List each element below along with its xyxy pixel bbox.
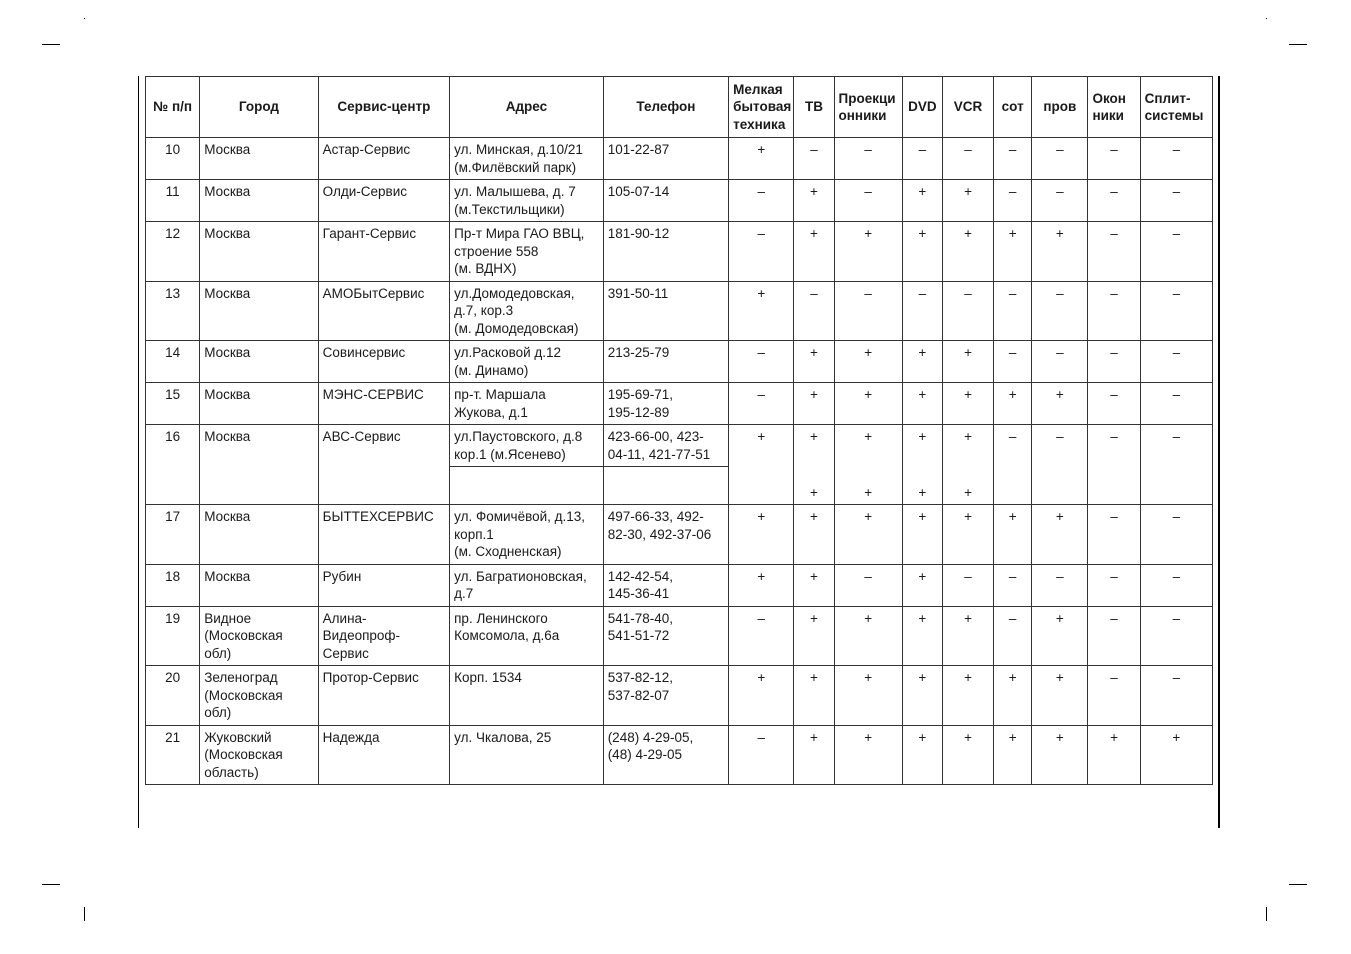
mark-window-ac: –	[1088, 138, 1140, 180]
header-tv: ТВ	[794, 77, 834, 138]
header-row	[146, 77, 1213, 138]
address-line: (м. ВДНХ)	[454, 261, 517, 276]
service-center-cell	[318, 505, 449, 565]
mark-projectors: –	[834, 180, 902, 222]
mark-tv: +	[794, 180, 834, 222]
address-line: (м.Текстильщики)	[454, 201, 565, 217]
phone-line: 391-50-11	[607, 285, 669, 301]
mark-wired: –	[1032, 281, 1088, 341]
service-center-cell	[318, 180, 449, 222]
mark-tv: +	[794, 564, 834, 606]
center-line: АМОБытСервис	[322, 285, 425, 301]
mark-split-systems: –	[1140, 564, 1212, 606]
city-line: Москва	[204, 429, 251, 444]
header-wired: пров	[1032, 77, 1088, 138]
header-small-appliances: Мелкая бытовая техника	[729, 77, 794, 138]
mark-small-appliances: –	[729, 606, 794, 666]
mark-cellular: –	[994, 281, 1032, 341]
city-line: Москва	[204, 345, 251, 360]
mark-split-systems: –	[1140, 281, 1212, 341]
address-line: ул. Минская, д.10/21	[454, 142, 583, 157]
mark-dvd: +	[902, 222, 942, 282]
mark-dvd: +	[902, 505, 942, 565]
phone-line: (48) 4-29-05	[607, 747, 682, 762]
header-split-systems: Сплит- системы	[1140, 77, 1212, 138]
phone-cell-empty	[603, 467, 728, 505]
table-row	[146, 138, 1213, 180]
phone-line: 145-36-41	[607, 586, 670, 601]
city-line: Жуковский	[204, 729, 272, 745]
mark-small-appliances: +	[729, 281, 794, 341]
mark-dvd: +	[902, 725, 942, 785]
center-line: Гарант-Сервис	[322, 226, 417, 241]
crop-mark	[42, 44, 60, 45]
mark-cellular: –	[994, 564, 1032, 606]
center-line: Совинсервис	[322, 345, 406, 360]
mark-wired: –	[1032, 341, 1088, 383]
mark-tv: +	[794, 222, 834, 282]
mark-vcr: –	[942, 564, 993, 606]
city-line: Москва	[204, 226, 251, 241]
service-center-cell	[318, 666, 449, 726]
city-cell	[200, 564, 318, 606]
service-center-cell	[318, 138, 449, 180]
crop-mark	[1266, 907, 1267, 921]
phone-cell	[603, 505, 728, 565]
row-number: 12	[146, 222, 200, 282]
table-row	[146, 666, 1213, 726]
mark-wired: +	[1032, 222, 1088, 282]
city-cell	[200, 606, 318, 666]
crop-mark	[1289, 884, 1307, 885]
mark-tv: +	[794, 425, 834, 467]
row-number: 10	[146, 138, 200, 180]
mark-split-systems: –	[1140, 666, 1212, 726]
address-line: (м.Филёвский парк)	[454, 159, 577, 175]
mark-wired: +	[1032, 505, 1088, 565]
mark-small-appliances: +	[729, 505, 794, 565]
crop-mark	[84, 18, 85, 19]
phone-line: 423-66-00, 423-	[607, 429, 704, 444]
address-line: ул.Паустовского, д.8	[454, 429, 583, 444]
header-window-ac: Окон ники	[1088, 77, 1140, 138]
mark-vcr: +	[942, 606, 993, 666]
mark-tv: +	[794, 383, 834, 425]
header-cellular: сот	[994, 77, 1032, 138]
address-line: кор.1 (м.Ясенево)	[454, 446, 566, 462]
table-row	[146, 222, 1213, 282]
service-center-cell	[318, 725, 449, 785]
address-line: ул. Багратионовская,	[454, 568, 587, 584]
address-line: пр-т. Маршала	[454, 387, 546, 402]
address-cell	[450, 281, 604, 341]
crop-mark	[84, 907, 85, 921]
header-projectors: Проекци онники	[834, 77, 902, 138]
address-cell	[450, 383, 604, 425]
city-line: Зеленоград	[204, 670, 278, 685]
margin-bar-left	[138, 76, 139, 828]
mark-window-ac: –	[1088, 606, 1140, 666]
crop-mark	[42, 884, 60, 885]
service-center-cell	[318, 606, 449, 666]
city-cell	[200, 666, 318, 726]
address-line: (м. Динамо)	[454, 362, 529, 378]
row-number: 20	[146, 666, 200, 726]
phone-line: 541-78-40,	[607, 610, 673, 626]
mark-split-systems: –	[1140, 383, 1212, 425]
mark-tv: +	[794, 467, 834, 505]
mark-tv: +	[794, 505, 834, 565]
mark-vcr: +	[942, 180, 993, 222]
table-row	[146, 425, 1213, 467]
address-cell	[450, 341, 604, 383]
phone-cell	[603, 564, 728, 606]
phone-cell	[603, 606, 728, 666]
mark-vcr: +	[942, 725, 993, 785]
mark-projectors: +	[834, 383, 902, 425]
address-line: корп.1	[454, 526, 494, 542]
mark-split-systems: +	[1140, 725, 1212, 785]
mark-window-ac: –	[1088, 425, 1140, 505]
address-line: Комсомола, д.6а	[454, 628, 560, 643]
address-line: Корп. 1534	[454, 670, 522, 685]
city-line: область)	[204, 764, 259, 780]
address-line: Жукова, д.1	[454, 404, 528, 420]
mark-cellular: +	[994, 725, 1032, 785]
address-line: ул. Малышева, д. 7	[454, 184, 576, 199]
mark-cellular: –	[994, 341, 1032, 383]
row-number: 16	[146, 425, 200, 505]
mark-small-appliances: –	[729, 180, 794, 222]
address-cell	[450, 725, 604, 785]
city-line: Москва	[204, 568, 251, 584]
crop-mark	[1289, 44, 1307, 45]
address-line: (м. Домодедовская)	[454, 320, 579, 336]
mark-vcr: +	[942, 383, 993, 425]
city-cell	[200, 222, 318, 282]
city-cell	[200, 383, 318, 425]
mark-split-systems: –	[1140, 222, 1212, 282]
address-line: д.7	[454, 586, 474, 601]
mark-dvd: +	[902, 425, 942, 467]
phone-line: 181-90-12	[607, 226, 670, 241]
phone-line: 541-51-72	[607, 628, 670, 643]
address-cell	[450, 222, 604, 282]
mark-projectors: +	[834, 467, 902, 505]
mark-small-appliances: –	[729, 222, 794, 282]
address-line: строение 558	[454, 243, 539, 259]
mark-dvd: +	[902, 666, 942, 726]
table-row	[146, 180, 1213, 222]
mark-dvd: +	[902, 180, 942, 222]
mark-small-appliances: +	[729, 425, 794, 505]
mark-wired: +	[1032, 725, 1088, 785]
mark-dvd: +	[902, 383, 942, 425]
table-row	[146, 383, 1213, 425]
address-line: ул. Фомичёвой, д.13,	[454, 509, 586, 524]
mark-projectors: +	[834, 341, 902, 383]
mark-projectors: –	[834, 564, 902, 606]
mark-projectors: –	[834, 138, 902, 180]
service-centers-table	[145, 76, 1213, 785]
city-line: Москва	[204, 285, 251, 301]
mark-tv: –	[794, 138, 834, 180]
mark-tv: +	[794, 606, 834, 666]
city-cell	[200, 180, 318, 222]
city-line: Москва	[204, 184, 251, 199]
mark-vcr: +	[942, 341, 993, 383]
mark-window-ac: –	[1088, 505, 1140, 565]
city-cell	[200, 281, 318, 341]
city-line: Москва	[204, 509, 251, 524]
service-center-cell	[318, 222, 449, 282]
center-line: Надежда	[322, 729, 380, 745]
phone-line: 82-30, 492-37-06	[607, 526, 712, 542]
address-line: ул.Домодедовская,	[454, 285, 575, 301]
mark-projectors: +	[834, 222, 902, 282]
mark-wired: +	[1032, 666, 1088, 726]
mark-wired: +	[1032, 383, 1088, 425]
city-line: Москва	[204, 387, 251, 402]
mark-small-appliances: –	[729, 383, 794, 425]
row-number: 21	[146, 725, 200, 785]
table-row	[146, 341, 1213, 383]
mark-small-appliances: –	[729, 341, 794, 383]
mark-split-systems: –	[1140, 505, 1212, 565]
row-number: 18	[146, 564, 200, 606]
row-number: 13	[146, 281, 200, 341]
address-cell	[450, 138, 604, 180]
mark-vcr: +	[942, 505, 993, 565]
address-cell	[450, 606, 604, 666]
mark-window-ac: –	[1088, 564, 1140, 606]
mark-window-ac: –	[1088, 180, 1140, 222]
row-number: 14	[146, 341, 200, 383]
center-line: Астар-Сервис	[322, 142, 411, 157]
phone-cell	[603, 725, 728, 785]
mark-vcr: +	[942, 467, 993, 505]
mark-small-appliances: –	[729, 725, 794, 785]
service-center-cell	[318, 341, 449, 383]
crop-mark	[1266, 18, 1267, 19]
city-cell	[200, 425, 318, 505]
phone-line: 101-22-87	[607, 142, 670, 157]
header-num: № п/п	[146, 77, 200, 138]
row-number: 15	[146, 383, 200, 425]
mark-tv: +	[794, 666, 834, 726]
phone-line: (248) 4-29-05,	[607, 729, 694, 745]
phone-line: 537-82-12,	[607, 670, 673, 685]
mark-tv: +	[794, 341, 834, 383]
phone-cell	[603, 666, 728, 726]
address-line: д.7, кор.3	[454, 303, 514, 318]
center-line: МЭНС-СЕРВИС	[322, 387, 424, 402]
mark-dvd: –	[902, 281, 942, 341]
mark-dvd: +	[902, 564, 942, 606]
mark-cellular: +	[994, 505, 1032, 565]
mark-dvd: +	[902, 606, 942, 666]
phone-line: 142-42-54,	[607, 568, 673, 584]
mark-split-systems: –	[1140, 606, 1212, 666]
phone-cell	[603, 222, 728, 282]
mark-window-ac: –	[1088, 341, 1140, 383]
mark-window-ac: –	[1088, 666, 1140, 726]
mark-tv: –	[794, 281, 834, 341]
table-row	[146, 281, 1213, 341]
mark-split-systems: –	[1140, 425, 1212, 505]
mark-cellular: +	[994, 383, 1032, 425]
center-line: Протор-Сервис	[322, 670, 419, 685]
mark-tv: +	[794, 725, 834, 785]
mark-projectors: +	[834, 725, 902, 785]
table-row	[146, 725, 1213, 785]
mark-vcr: +	[942, 222, 993, 282]
city-line: Москва	[204, 142, 251, 157]
mark-small-appliances: +	[729, 138, 794, 180]
mark-window-ac: –	[1088, 222, 1140, 282]
phone-line: 213-25-79	[607, 345, 670, 360]
phone-line: 04-11, 421-77-51	[607, 446, 711, 462]
center-line: БЫТТЕХСЕРВИС	[322, 509, 434, 524]
center-line: Алина-	[322, 610, 367, 626]
mark-split-systems: –	[1140, 180, 1212, 222]
city-line: (Московская	[204, 747, 283, 762]
center-line: Видеопроф-	[322, 628, 401, 643]
table-body	[146, 138, 1213, 785]
center-line: Рубин	[322, 568, 362, 584]
mark-cellular: –	[994, 138, 1032, 180]
address-line: ул. Чкалова, 25	[454, 729, 552, 745]
mark-vcr: +	[942, 425, 993, 467]
mark-wired: –	[1032, 425, 1088, 505]
phone-line: 537-82-07	[607, 687, 670, 703]
address-cell	[450, 505, 604, 565]
phone-line: 497-66-33, 492-	[607, 509, 704, 524]
mark-cellular: –	[994, 425, 1032, 505]
phone-cell	[603, 341, 728, 383]
mark-projectors: +	[834, 606, 902, 666]
header-phone: Телефон	[603, 77, 728, 138]
center-line: Олди-Сервис	[322, 184, 408, 199]
address-cell	[450, 564, 604, 606]
address-line: Пр-т Мира ГАО ВВЦ,	[454, 226, 585, 241]
header-vcr: VCR	[942, 77, 993, 138]
city-line: (Московская	[204, 628, 283, 643]
phone-line: 105-07-14	[607, 184, 670, 199]
mark-window-ac: –	[1088, 281, 1140, 341]
mark-small-appliances: +	[729, 564, 794, 606]
header-address: Адрес	[450, 77, 604, 138]
address-line: пр. Ленинского	[454, 610, 548, 626]
mark-vcr: –	[942, 138, 993, 180]
mark-cellular: –	[994, 606, 1032, 666]
city-cell	[200, 341, 318, 383]
mark-dvd: +	[902, 341, 942, 383]
city-line: обл)	[204, 645, 232, 661]
mark-projectors: +	[834, 425, 902, 467]
mark-split-systems: –	[1140, 138, 1212, 180]
header-center: Сервис-центр	[318, 77, 449, 138]
address-cell	[450, 425, 604, 467]
row-number: 17	[146, 505, 200, 565]
mark-projectors: –	[834, 281, 902, 341]
header-dvd: DVD	[902, 77, 942, 138]
address-line: ул.Расковой д.12	[454, 345, 562, 360]
mark-wired: +	[1032, 606, 1088, 666]
mark-wired: –	[1032, 180, 1088, 222]
address-cell	[450, 666, 604, 726]
margin-bar-right	[1218, 76, 1220, 828]
center-line: Сервис	[322, 645, 369, 661]
city-cell	[200, 138, 318, 180]
mark-window-ac: +	[1088, 725, 1140, 785]
mark-vcr: +	[942, 666, 993, 726]
mark-vcr: –	[942, 281, 993, 341]
mark-wired: –	[1032, 138, 1088, 180]
header-city: Город	[200, 77, 318, 138]
city-cell	[200, 505, 318, 565]
center-line: АВС-Сервис	[322, 429, 401, 444]
city-line: обл)	[204, 705, 232, 720]
table-row	[146, 505, 1213, 565]
mark-wired: –	[1032, 564, 1088, 606]
service-center-cell	[318, 281, 449, 341]
mark-cellular: +	[994, 222, 1032, 282]
city-line: Видное	[204, 610, 252, 626]
service-center-cell	[318, 564, 449, 606]
table-row	[146, 564, 1213, 606]
address-line: (м. Сходненская)	[454, 544, 562, 559]
city-cell	[200, 725, 318, 785]
mark-window-ac: –	[1088, 383, 1140, 425]
mark-small-appliances: +	[729, 666, 794, 726]
mark-dvd: +	[902, 467, 942, 505]
mark-cellular: +	[994, 666, 1032, 726]
mark-dvd: –	[902, 138, 942, 180]
mark-split-systems: –	[1140, 341, 1212, 383]
row-number: 19	[146, 606, 200, 666]
phone-cell	[603, 180, 728, 222]
service-center-cell	[318, 383, 449, 425]
mark-cellular: –	[994, 180, 1032, 222]
phone-line: 195-12-89	[607, 404, 670, 420]
address-cell	[450, 180, 604, 222]
service-center-cell	[318, 425, 449, 505]
address-cell-empty	[450, 467, 604, 505]
phone-cell	[603, 425, 728, 467]
table-row	[146, 606, 1213, 666]
phone-cell	[603, 383, 728, 425]
mark-projectors: +	[834, 666, 902, 726]
phone-line: 195-69-71,	[607, 387, 673, 402]
mark-projectors: +	[834, 505, 902, 565]
city-line: (Московская	[204, 687, 283, 703]
phone-cell	[603, 138, 728, 180]
row-number: 11	[146, 180, 200, 222]
phone-cell	[603, 281, 728, 341]
